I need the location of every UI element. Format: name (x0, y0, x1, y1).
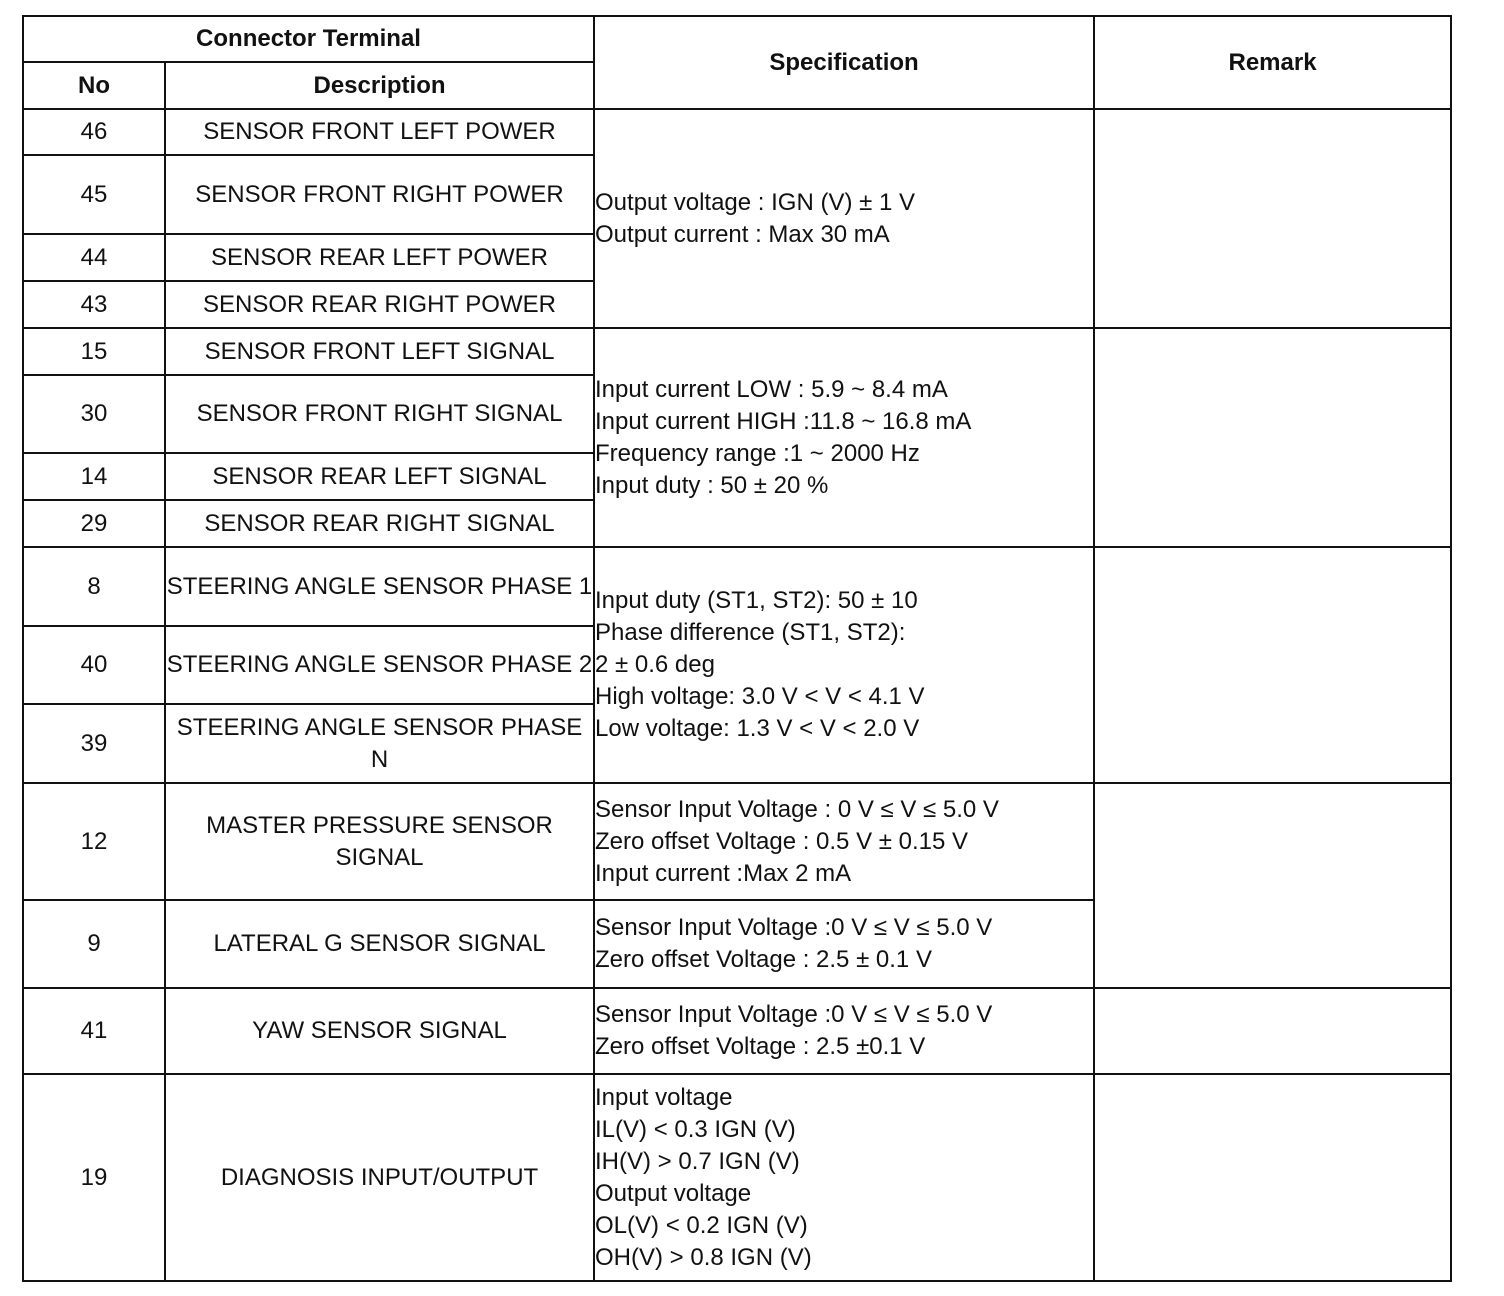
terminal-no: 8 (23, 547, 165, 626)
spec-line: Output voltage (595, 1179, 752, 1207)
spec-line: 2 ± 0.6 deg (595, 651, 715, 678)
spec-line: Phase difference (ST1, ST2): (595, 619, 906, 646)
terminal-description: STEERING ANGLE SENSOR PHASE 1 (165, 547, 594, 626)
spec-line: OH(V) > 0.8 IGN (V) (595, 1243, 812, 1271)
terminal-description: DIAGNOSIS INPUT/OUTPUT (165, 1074, 594, 1281)
terminal-description: SENSOR FRONT LEFT POWER (165, 109, 594, 155)
remark-cell (1094, 328, 1451, 547)
spec-line: OL(V) < 0.2 IGN (V) (595, 1211, 808, 1239)
specification-cell (594, 988, 1094, 1074)
spec-line: Input duty (ST1, ST2): 50 ± 10 (595, 587, 918, 614)
spec-line: Sensor Input Voltage :0 V ≤ V ≤ 5.0 V (595, 914, 993, 941)
spec-line: Input voltage (595, 1083, 733, 1111)
terminal-description: SENSOR FRONT RIGHT SIGNAL (165, 375, 594, 453)
specification-cell (594, 547, 1094, 783)
terminal-no: 29 (23, 500, 165, 547)
spec-line: Zero offset Voltage : 2.5 ±0.1 V (595, 1033, 926, 1060)
specification-cell (594, 109, 1094, 328)
terminal-description: LATERAL G SENSOR SIGNAL (165, 900, 594, 988)
terminal-description: SENSOR REAR RIGHT SIGNAL (165, 500, 594, 547)
terminal-description: STEERING ANGLE SENSOR PHASE 2 (165, 626, 594, 704)
spec-line: IL(V) < 0.3 IGN (V) (595, 1115, 796, 1143)
terminal-description: MASTER PRESSURE SENSOR SIGNAL (165, 783, 594, 900)
spec-line: High voltage: 3.0 V < V < 4.1 V (595, 683, 925, 710)
connector-terminal-table (22, 15, 1452, 1282)
terminal-description: YAW SENSOR SIGNAL (165, 988, 594, 1074)
spec-line: Input current HIGH :11.8 ~ 16.8 mA (595, 407, 972, 435)
spec-line: Output voltage : IGN (V) ± 1 V (595, 188, 915, 216)
spec-line: Input duty : 50 ± 20 % (595, 471, 829, 499)
spec-line: Input current LOW : 5.9 ~ 8.4 mA (595, 375, 948, 403)
terminal-description: SENSOR FRONT LEFT SIGNAL (165, 328, 594, 375)
spec-line: Sensor Input Voltage :0 V ≤ V ≤ 5.0 V (595, 1001, 993, 1028)
spec-line: Zero offset Voltage : 0.5 V ± 0.15 V (595, 827, 968, 855)
terminal-no: 14 (23, 453, 165, 500)
terminal-no: 9 (23, 900, 165, 988)
remark-cell (1094, 547, 1451, 783)
terminal-no: 40 (23, 626, 165, 704)
terminal-no: 12 (23, 783, 165, 900)
connector-terminal-header: Connector Terminal (23, 16, 594, 62)
terminal-no: 19 (23, 1074, 165, 1281)
spec-line: Frequency range :1 ~ 2000 Hz (595, 439, 920, 467)
specification-cell (594, 783, 1094, 900)
spec-line: Input current :Max 2 mA (595, 859, 852, 887)
specification-cell (594, 328, 1094, 547)
no-header: No (23, 62, 165, 109)
spec-line: Low voltage: 1.3 V < V < 2.0 V (595, 715, 920, 742)
remark-cell (1094, 1074, 1451, 1281)
terminal-no: 44 (23, 234, 165, 281)
terminal-description: SENSOR REAR LEFT SIGNAL (165, 453, 594, 500)
description-header: Description (165, 62, 594, 109)
terminal-description: SENSOR FRONT RIGHT POWER (165, 155, 594, 234)
specification-header: Specification (594, 16, 1094, 109)
spec-line: IH(V) > 0.7 IGN (V) (595, 1147, 800, 1175)
remark-cell (1094, 783, 1451, 988)
terminal-no: 39 (23, 704, 165, 783)
remark-header: Remark (1094, 16, 1451, 109)
specification-cell (594, 900, 1094, 988)
terminal-no: 41 (23, 988, 165, 1074)
spec-line: Sensor Input Voltage : 0 V ≤ V ≤ 5.0 V (595, 795, 999, 823)
terminal-no: 15 (23, 328, 165, 375)
specification-cell (594, 1074, 1094, 1281)
terminal-no: 30 (23, 375, 165, 453)
terminal-no: 43 (23, 281, 165, 328)
terminal-description: SENSOR REAR LEFT POWER (165, 234, 594, 281)
spec-line: Zero offset Voltage : 2.5 ± 0.1 V (595, 946, 932, 973)
remark-cell (1094, 988, 1451, 1074)
terminal-description: STEERING ANGLE SENSOR PHASE N (165, 704, 594, 783)
terminal-no: 46 (23, 109, 165, 155)
terminal-description: SENSOR REAR RIGHT POWER (165, 281, 594, 328)
spec-line: Output current : Max 30 mA (595, 220, 890, 248)
remark-cell (1094, 109, 1451, 328)
terminal-no: 45 (23, 155, 165, 234)
